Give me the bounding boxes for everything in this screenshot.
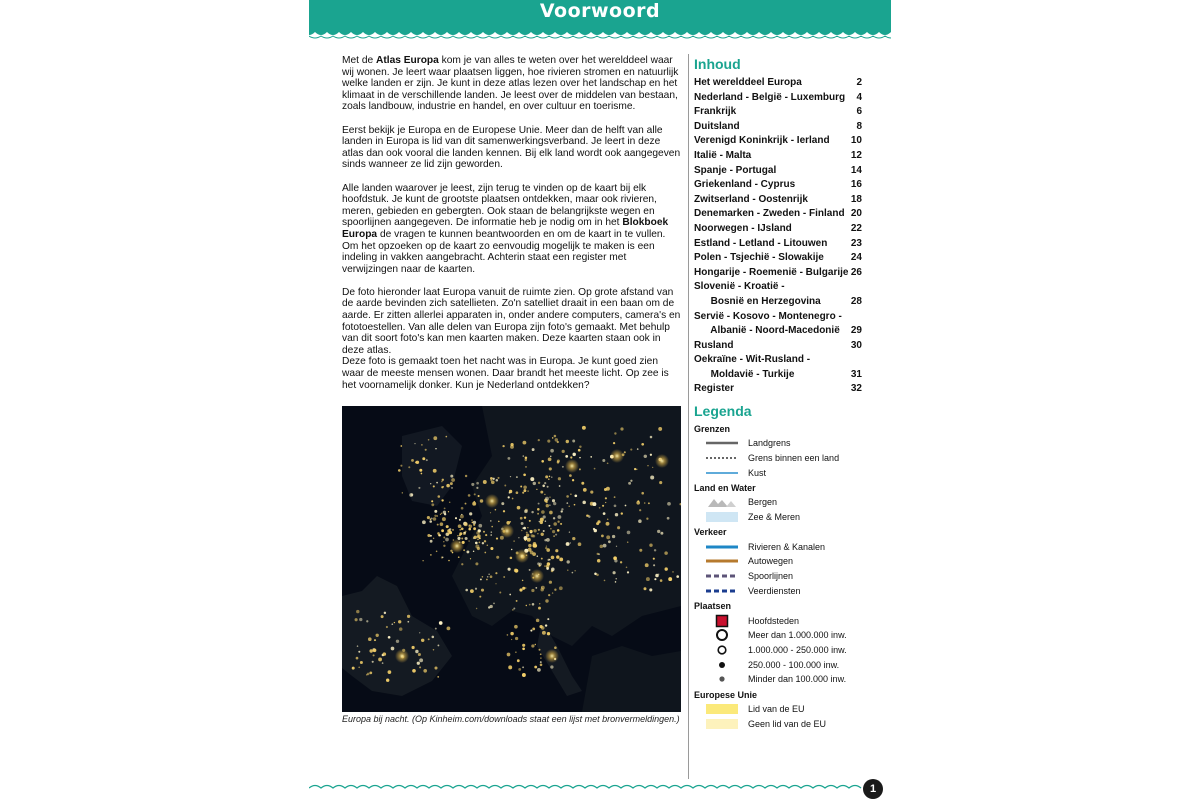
toc-item-page: 23 bbox=[850, 237, 862, 249]
legend-item-label: 250.000 - 100.000 inw. bbox=[748, 659, 840, 670]
eu-non-member-icon bbox=[702, 717, 742, 731]
toc-item[interactable] bbox=[694, 105, 862, 120]
legend-item bbox=[694, 716, 864, 731]
toc-item-page: 16 bbox=[850, 179, 862, 191]
toc-item-page: 18 bbox=[850, 193, 862, 205]
toc-item-label: Servië - Kosovo - Montenegro - bbox=[694, 310, 842, 322]
mountains-icon bbox=[702, 495, 742, 509]
text-run: kom je van alles te weten over het werelddeel waar wij wonen. Je leert waar plaatsen liggen, hoe rivieren stromen en natuurlijk welke landen er zijn. Je kunt in deze atlas lezen over het landschap en het klimaat in de verschillende landen. Je leest over de middelen van bestaan, zoals landbouw, industrie en handel, en over cultuur en toerisme. bbox=[342, 55, 679, 113]
toc-item[interactable] bbox=[694, 91, 862, 106]
legend-group-title: Land en Water bbox=[694, 483, 756, 494]
toc-item-label: Slovenië - Kroatië - bbox=[694, 281, 785, 293]
toc-item[interactable] bbox=[694, 207, 862, 222]
night-map bbox=[342, 406, 681, 712]
toc-item-page: 32 bbox=[850, 383, 862, 395]
toc-item-label: Estland - Letland - Litouwen bbox=[694, 237, 828, 249]
toc-item[interactable] bbox=[694, 324, 862, 339]
legend-item-label: Geen lid van de EU bbox=[748, 718, 827, 729]
toc-item-label: Hongarije - Roemenië - Bulgarije bbox=[694, 266, 849, 278]
line-blue-icon bbox=[702, 540, 742, 554]
toc-item-label: Bosnië en Herzegovina bbox=[694, 295, 821, 307]
toc-item[interactable] bbox=[694, 280, 862, 295]
toc-title: Inhoud bbox=[694, 56, 741, 72]
line-brown-icon bbox=[702, 554, 742, 568]
toc-item[interactable] bbox=[694, 134, 862, 149]
toc-item-label: Noorwegen - IJsland bbox=[694, 222, 792, 234]
toc-item[interactable] bbox=[694, 368, 862, 383]
legend-item bbox=[694, 657, 864, 672]
toc-item-page: 8 bbox=[856, 120, 862, 132]
legend-item bbox=[694, 569, 864, 584]
legend-item-label: Autowegen bbox=[748, 556, 794, 567]
toc-item[interactable] bbox=[694, 178, 862, 193]
table-of-contents bbox=[694, 56, 862, 397]
legend-item-label: Veerdiensten bbox=[748, 585, 801, 596]
legend-item-label: Rivieren & Kanalen bbox=[748, 541, 826, 552]
photo-caption: Europa bij nacht. (Op Kinheim.com/downloads staat een lijst met bronvermeldingen.) bbox=[342, 714, 680, 724]
toc-item-page: 31 bbox=[850, 368, 862, 380]
text-run: Deze foto is gemaakt toen het nacht was in Europa. Je kunt goed zien waar de meeste mensen wonen. Daar brandt het meeste licht. Op zee is het voornamelijk donker. Kun je Nederland ontdekken? bbox=[342, 356, 669, 391]
legend-item-label: 1.000.000 - 250.000 inw. bbox=[748, 644, 847, 655]
toc-item-page: 24 bbox=[850, 252, 862, 264]
header-banner bbox=[309, 0, 891, 30]
ring-large-icon bbox=[702, 628, 742, 642]
legend-group-title: Europese Unie bbox=[694, 689, 758, 700]
header-wave bbox=[309, 28, 891, 40]
toc-item[interactable] bbox=[694, 266, 862, 281]
dash-purple-icon bbox=[702, 569, 742, 583]
toc-item-label: Denemarken - Zweden - Finland bbox=[694, 208, 845, 220]
legend-group-title: Plaatsen bbox=[694, 601, 732, 612]
intro-paragraph bbox=[342, 356, 682, 391]
toc-item[interactable] bbox=[694, 295, 862, 310]
page-number-badge: 1 bbox=[863, 779, 883, 799]
bold-text: Atlas Europa bbox=[375, 55, 439, 66]
intro-paragraph bbox=[342, 183, 682, 276]
legend-item bbox=[694, 451, 864, 466]
toc-item-page: 10 bbox=[850, 135, 862, 147]
dot-grey-icon bbox=[702, 672, 742, 686]
toc-item[interactable] bbox=[694, 120, 862, 135]
toc-item-label: Italië - Malta bbox=[694, 149, 752, 161]
text-run: de vragen te kunnen beantwoorden en om de kaart in te vullen. Om het opzoeken op de kaart zo eenvoudig mogelijk te maken is een indeling in vakken aangebracht. Achterin staat een register met verwijzingen naar de kaarten. bbox=[342, 228, 666, 275]
legend-item-label: Bergen bbox=[748, 497, 778, 508]
legend-item-label: Landgrens bbox=[748, 438, 791, 449]
toc-item-label: Duitsland bbox=[694, 120, 740, 132]
toc-item-page: 12 bbox=[850, 149, 862, 161]
intro-text bbox=[342, 55, 682, 403]
intro-paragraph bbox=[342, 287, 682, 357]
legend-item-label: Meer dan 1.000.000 inw. bbox=[748, 630, 847, 641]
legend-item bbox=[694, 643, 864, 658]
legend-item-label: Lid van de EU bbox=[748, 703, 805, 714]
toc-item[interactable] bbox=[694, 339, 862, 354]
toc-item-label: Het werelddeel Europa bbox=[694, 77, 802, 88]
ring-medium-icon bbox=[702, 643, 742, 657]
legend-item bbox=[694, 584, 864, 599]
dot-black-icon bbox=[702, 658, 742, 672]
line-blue-thin-icon bbox=[702, 466, 742, 480]
toc-item-page: 29 bbox=[850, 325, 862, 337]
legend-item bbox=[694, 436, 864, 451]
page-title: Voorwoord bbox=[539, 0, 661, 22]
legend-item bbox=[694, 495, 864, 510]
toc-item-page: 4 bbox=[856, 91, 862, 103]
toc-item[interactable] bbox=[694, 193, 862, 208]
toc-item-page: 26 bbox=[850, 266, 862, 278]
text-run: Eerst bekijk je Europa en de Europese Unie. Meer dan de helft van alle landen in Europa is lid van dit samenwerkingsverband. Je leert in deze atlas dan ook vooral die landen kennen. Bij elk land wordt ook aangegeven sinds wanneer ze lid zijn geworden. bbox=[342, 124, 681, 171]
legend-item bbox=[694, 465, 864, 480]
legend-group-title: Verkeer bbox=[694, 527, 727, 538]
legend-item bbox=[694, 628, 864, 643]
toc-item-label: Frankrijk bbox=[694, 106, 737, 118]
legend-item-label: Spoorlijnen bbox=[748, 571, 794, 582]
legend-item-label: Kust bbox=[748, 467, 767, 478]
legend bbox=[694, 403, 864, 731]
toc-item-label: Moldavië - Turkije bbox=[694, 368, 795, 380]
bold-text: Blokboek Europa bbox=[342, 217, 669, 240]
toc-item-label: Polen - Tsjechië - Slowakije bbox=[694, 252, 824, 264]
page bbox=[309, 0, 891, 800]
intro-paragraph bbox=[342, 125, 682, 171]
toc-item-label: Zwitserland - Oostenrijk bbox=[694, 193, 808, 205]
toc-item-label: Nederland - België - Luxemburg bbox=[694, 91, 846, 103]
legend-title: Legenda bbox=[694, 403, 752, 419]
legend-item bbox=[694, 672, 864, 687]
toc-item[interactable] bbox=[694, 164, 862, 179]
toc-item[interactable] bbox=[694, 310, 862, 325]
toc-item-page: 22 bbox=[850, 222, 862, 234]
text-run: Met de bbox=[342, 55, 376, 66]
europe-night-photo bbox=[342, 406, 681, 712]
toc-item[interactable] bbox=[694, 222, 862, 237]
dash-navy-icon bbox=[702, 584, 742, 598]
footer-wave bbox=[309, 782, 891, 794]
toc-item-label: Albanië - Noord-Macedonië bbox=[694, 325, 840, 337]
toc-item[interactable] bbox=[694, 237, 862, 252]
legend-item-label: Hoofdsteden bbox=[748, 615, 800, 626]
toc-item-label: Griekenland - Cyprus bbox=[694, 179, 796, 191]
toc-item[interactable] bbox=[694, 76, 862, 91]
toc-item-label: Rusland bbox=[694, 339, 734, 351]
legend-item-label: Grens binnen een land bbox=[748, 453, 840, 464]
line-grey-icon bbox=[702, 436, 742, 450]
toc-item-page: 6 bbox=[856, 106, 862, 118]
legend-group-title: Grenzen bbox=[694, 424, 731, 434]
legend-item bbox=[694, 539, 864, 554]
toc-item-page: 2 bbox=[856, 77, 862, 88]
legend-item bbox=[694, 554, 864, 569]
legend-item bbox=[694, 613, 864, 628]
legend-item bbox=[694, 702, 864, 717]
dots-grey-icon bbox=[702, 451, 742, 465]
toc-item-label: Spanje - Portugal bbox=[694, 164, 777, 176]
toc-item-label: Register bbox=[694, 383, 735, 395]
toc-item[interactable] bbox=[694, 382, 862, 397]
capital-icon bbox=[702, 614, 742, 628]
text-run: Alle landen waarover je leest, zijn terug te vinden op de kaart bij elk hoofdstuk. Je kunt de grootste plaatsen ontdekken, maar ook rivieren, meren, gebieden en gebergten. Ook staan de belangrijkste wegen en spoorlijnen aangegeven. De informatie heb je nodig om in het bbox=[342, 182, 657, 229]
eu-member-icon bbox=[702, 702, 742, 716]
toc-item[interactable] bbox=[694, 353, 862, 368]
toc-item[interactable] bbox=[694, 251, 862, 266]
legend-item-label: Minder dan 100.000 inw. bbox=[748, 674, 847, 685]
toc-item-page: 14 bbox=[850, 164, 862, 176]
toc-item-label: Verenigd Koninkrijk - Ierland bbox=[694, 135, 830, 147]
column-divider bbox=[688, 54, 689, 779]
legend-item bbox=[694, 510, 864, 525]
text-run: De foto hieronder laat Europa vanuit de ruimte zien. Op grote afstand van de aarde bevinden zich satellieten. Zo'n satelliet draait in een baan om de aarde. Er zitten allerlei apparaten in, onder andere computers, camera's en fototoestellen. Van alle delen van Europa zijn foto's gemaakt. Met behulp van dit soort foto's kan men kaarten maken. Deze kaarten staan ook in deze atlas. bbox=[342, 286, 681, 356]
toc-item-page: 28 bbox=[850, 295, 862, 307]
toc-item-page: 20 bbox=[850, 208, 862, 220]
toc-item-page: 30 bbox=[850, 339, 862, 351]
legend-item-label: Zee & Meren bbox=[748, 512, 801, 523]
water-icon bbox=[702, 510, 742, 524]
toc-item-label: Oekraïne - Wit-Rusland - bbox=[694, 354, 811, 366]
intro-paragraph bbox=[342, 55, 682, 113]
toc-item[interactable] bbox=[694, 149, 862, 164]
